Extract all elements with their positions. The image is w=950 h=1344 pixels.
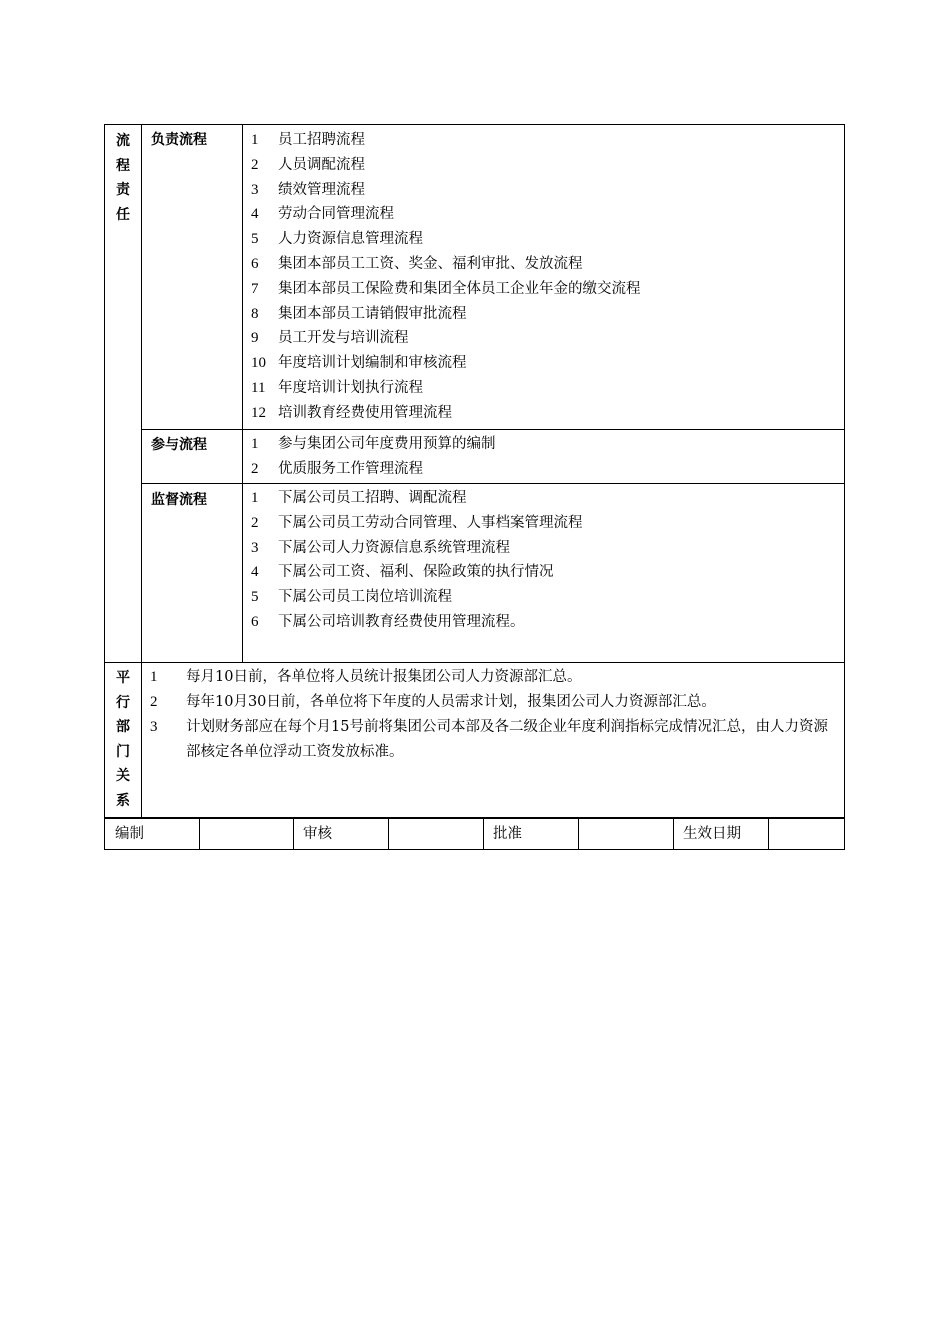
item-number: 9: [251, 330, 259, 347]
list-item: [243, 610, 583, 635]
list-item: [243, 178, 641, 203]
list-item: [243, 511, 583, 536]
item-number: 1: [251, 436, 259, 452]
item-text: 年度培训计划执行流程: [278, 379, 423, 396]
item-text: 集团本部员工工资、奖金、福利审批、发放流程: [278, 255, 583, 272]
signature-divider: [388, 819, 389, 849]
list-item: [243, 432, 496, 457]
signature-divider: [768, 819, 769, 849]
list-item: [142, 665, 839, 690]
responsible-flow-list: [243, 128, 641, 426]
item-text: 下属公司员工招聘、调配流程: [278, 490, 467, 506]
item-text: 劳动合同管理流程: [278, 206, 394, 223]
item-number: 11: [251, 379, 266, 396]
item-number: 5: [251, 589, 259, 606]
item-number: 5: [251, 231, 259, 248]
item-text: 员工招聘流程: [278, 132, 365, 148]
flow-label-char: 流: [116, 133, 130, 149]
list-item: [243, 457, 496, 482]
flow-label-char: 责: [116, 182, 130, 198]
parallel-department-label: [105, 666, 141, 813]
item-number: 3: [150, 719, 158, 735]
parallel-label-char: 门: [116, 743, 130, 760]
divider-responsible-participate: [141, 429, 844, 430]
item-text: 优质服务工作管理流程: [278, 460, 423, 477]
list-item: [243, 227, 641, 252]
parallel-label-char: 行: [116, 694, 130, 711]
list-item: [243, 277, 641, 302]
divider-flow-parallel: [105, 662, 844, 663]
flow-label-char: 程: [116, 157, 130, 174]
item-number: 7: [251, 280, 259, 297]
item-number: 3: [251, 181, 259, 198]
approve-value[interactable]: [584, 819, 669, 849]
item-number: 6: [251, 255, 259, 272]
review-value[interactable]: [394, 819, 479, 849]
item-text: 每年10月30日前，各单位将下年度的人员需求计划，报集团公司人力资源部汇总。: [186, 694, 716, 710]
item-text: 下属公司员工劳动合同管理、人事档案管理流程: [278, 514, 583, 531]
list-item: [243, 128, 641, 153]
item-text: 参与集团公司年度费用预算的编制: [278, 436, 496, 452]
compiled-by-value[interactable]: [205, 819, 290, 849]
responsibility-table: [104, 124, 845, 850]
item-text: 培训教育经费使用管理流程: [278, 404, 452, 421]
item-text: 年度培训计划编制和审核流程: [278, 355, 467, 372]
item-number: 2: [251, 460, 259, 477]
responsible-flow-label: 负责流程: [151, 132, 207, 148]
parallel-label-char: 关: [116, 768, 130, 784]
item-number: 2: [251, 156, 259, 173]
item-text: 下属公司工资、福利、保险政策的执行情况: [278, 564, 554, 581]
approve-label: 批准: [493, 826, 522, 842]
item-text: 人力资源信息管理流程: [278, 231, 423, 248]
list-item: [243, 536, 583, 561]
item-number: 12: [251, 404, 266, 421]
list-item: [243, 486, 583, 511]
supervise-flow-list: [243, 486, 583, 635]
signature-divider: [578, 819, 579, 849]
item-number: 4: [251, 564, 259, 581]
list-item: [243, 560, 583, 585]
participate-flow-label: 参与流程: [151, 437, 207, 453]
item-text: 人员调配流程: [278, 156, 365, 173]
list-item: [243, 202, 641, 227]
item-number: 8: [251, 305, 259, 322]
item-number: 10: [251, 355, 266, 372]
effective-date-value[interactable]: [774, 819, 839, 849]
item-text: 每月10日前，各单位将人员统计报集团公司人力资源部汇总。: [186, 669, 582, 685]
list-item: [243, 252, 641, 277]
list-item: [243, 302, 641, 327]
item-number: 2: [150, 694, 158, 710]
signature-divider: [199, 819, 200, 849]
list-item: [243, 326, 641, 351]
list-item: [142, 690, 839, 715]
flow-label-char: 任: [116, 206, 130, 223]
compiled-by-label: 编制: [115, 826, 144, 842]
item-text: 计划财务部应在每个月15号前将集团公司本部及各二级企业年度利润指标完成情况汇总，由人力资源部核定各单位浮动工资发放标准。: [186, 719, 828, 760]
signature-divider: [483, 819, 484, 849]
item-text: 下属公司人力资源信息系统管理流程: [278, 539, 510, 556]
item-text: 绩效管理流程: [278, 181, 365, 198]
item-text: 下属公司员工岗位培训流程: [278, 589, 452, 606]
item-text: 集团本部员工请销假审批流程: [278, 305, 467, 322]
parallel-label-char: 系: [116, 792, 130, 809]
signature-divider: [673, 819, 674, 849]
item-number: 4: [251, 206, 259, 223]
effective-date-label: 生效日期: [683, 826, 741, 842]
parallel-label-char: 部: [116, 719, 130, 735]
item-number: 2: [251, 514, 259, 531]
item-number: 6: [251, 613, 259, 630]
item-number: 3: [251, 539, 259, 556]
parallel-relations-list: [142, 665, 839, 765]
item-number: 1: [251, 490, 259, 506]
item-number: 1: [150, 669, 158, 685]
list-item: [243, 401, 641, 426]
list-item: [243, 351, 641, 376]
list-item: [243, 153, 641, 178]
flow-responsibility-label: [105, 129, 141, 227]
item-text: 下属公司培训教育经费使用管理流程。: [278, 613, 525, 630]
divider-participate-supervise: [141, 483, 844, 484]
list-item: [243, 585, 583, 610]
signature-divider: [293, 819, 294, 849]
parallel-label-char: 平: [116, 670, 130, 686]
review-label: 审核: [303, 826, 332, 842]
item-number: 1: [251, 132, 259, 148]
list-item: [142, 715, 839, 765]
signature-row: [105, 819, 844, 849]
participate-flow-list: [243, 432, 496, 482]
item-text: 员工开发与培训流程: [278, 330, 409, 347]
list-item: [243, 376, 641, 401]
item-text: 集团本部员工保险费和集团全体员工企业年金的缴交流程: [278, 280, 641, 297]
supervise-flow-label: 监督流程: [151, 492, 207, 508]
